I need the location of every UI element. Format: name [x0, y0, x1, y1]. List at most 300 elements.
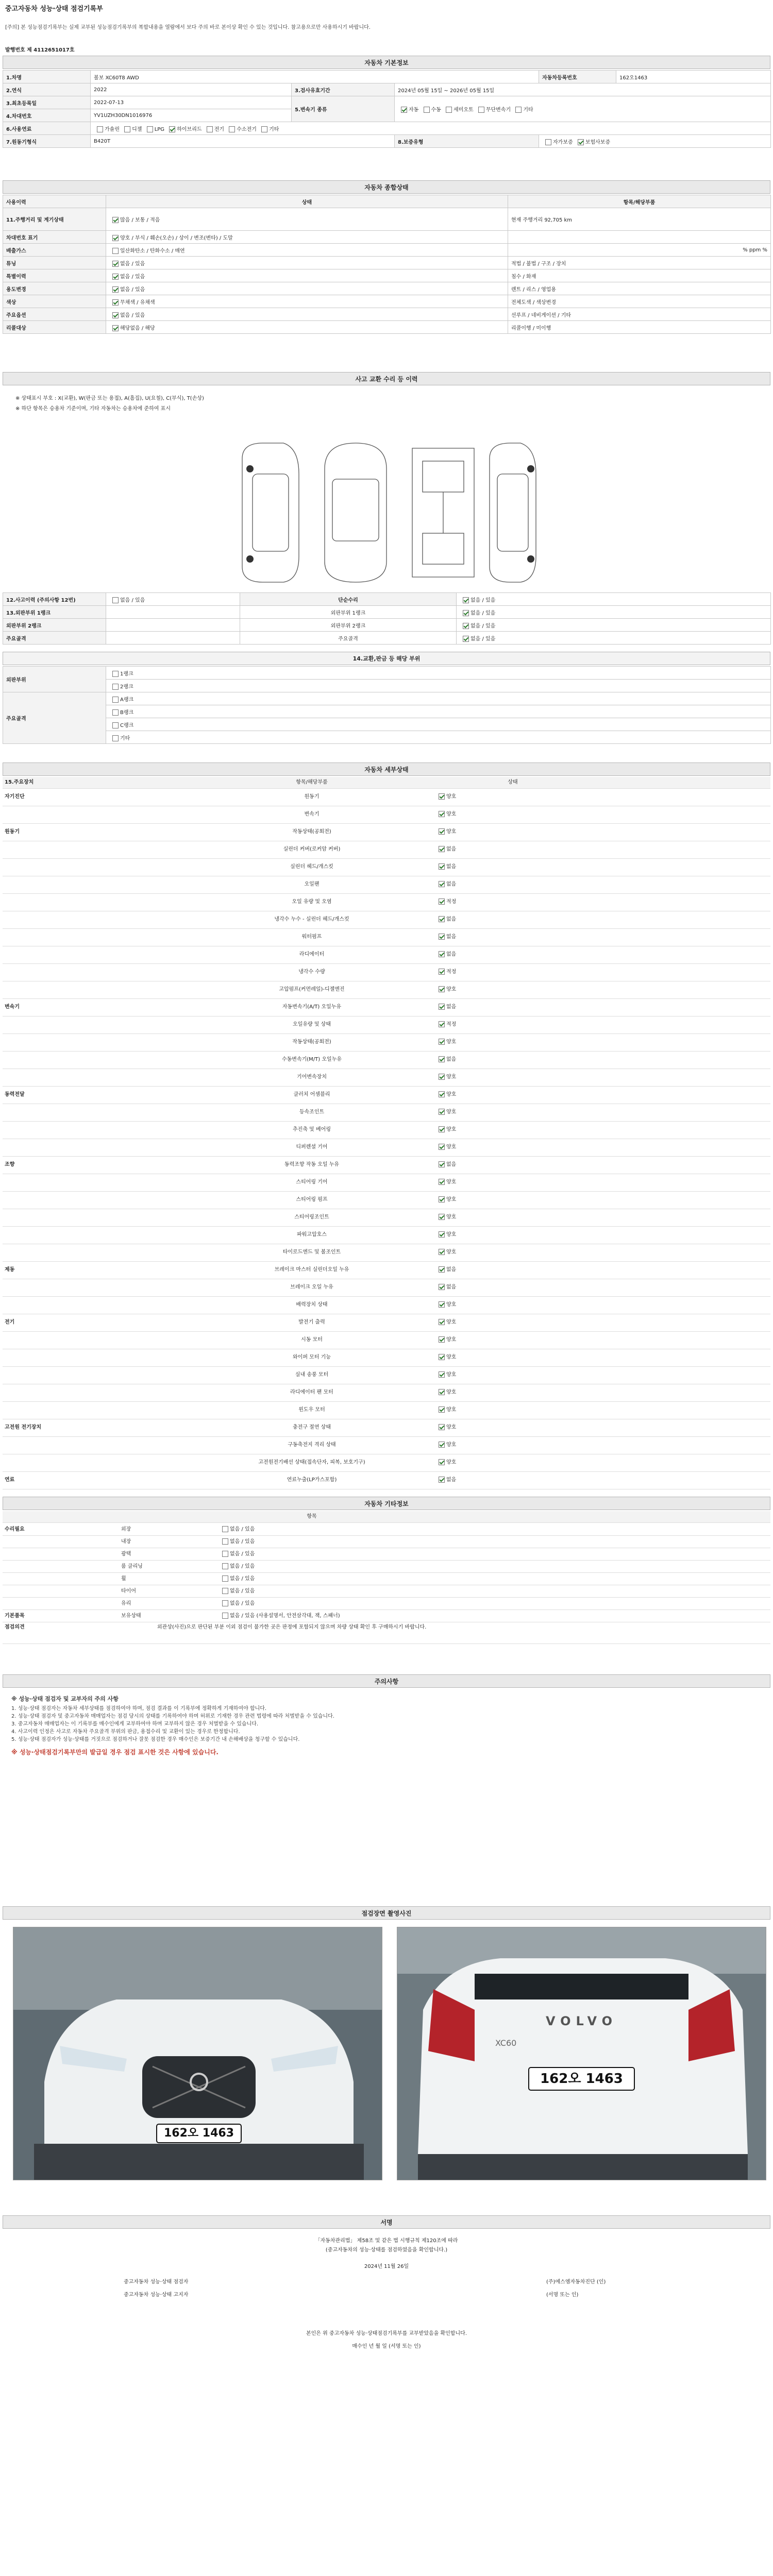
other-state-cell — [219, 1524, 631, 1535]
state-checkbox[interactable] — [112, 217, 119, 223]
detail-item: 라디에이터 — [299, 952, 325, 957]
detail-state: 양호 — [446, 1092, 457, 1097]
accident-note: ※ 하단 항목은 승용차 기준이며, 기타 자동차는 승용차에 준하여 표시 — [15, 406, 171, 412]
detail-state-checkbox[interactable] — [439, 1161, 445, 1167]
parts-outer-label: 외판부위 — [3, 667, 106, 692]
other-state-checkbox[interactable] — [222, 1613, 228, 1619]
detail-item: 냉각수 수량 — [298, 969, 325, 975]
detail-state-cell — [435, 981, 590, 998]
parts-cell: B랭크 — [106, 705, 771, 718]
parts-cell: 기타 — [106, 731, 771, 744]
detail-row — [3, 876, 770, 894]
detail-state-checkbox[interactable] — [439, 1319, 445, 1325]
car-top-roof — [332, 479, 379, 541]
overall-row-label: 색상 — [3, 295, 106, 308]
other-state-cell — [219, 1573, 631, 1585]
part-checkbox[interactable] — [112, 697, 119, 703]
label-guarantee: 8.보증유형 — [395, 135, 539, 148]
detail-state: 없음 — [446, 864, 457, 870]
sign-issuer-label: 중고자동차 성능·상태 고지자 — [124, 2292, 189, 2298]
detail-state-cell — [435, 1366, 590, 1384]
overall-row-state-text: 없음 / 있음 — [120, 261, 145, 267]
detail-item: 파워고압호스 — [297, 1232, 327, 1238]
overall-row-state — [106, 269, 508, 282]
detail-state-cell — [435, 1174, 590, 1191]
overall-row-state — [106, 244, 508, 257]
front-plate-text: 162오 1463 — [163, 2127, 234, 2140]
detail-state: 양호 — [446, 1407, 457, 1413]
detail-row — [3, 1016, 770, 1034]
overall-row-state-text: 양호 / 부식 / 훼손(오손) / 상이 / 변조(변타) / 도말 — [120, 235, 233, 241]
car-frame-front — [423, 461, 464, 492]
detail-group: 동력전달 — [5, 1092, 25, 1097]
detail-state: 양호 — [446, 987, 457, 992]
detail-row — [3, 1384, 770, 1402]
overall-header: 항목/해당부품 — [508, 195, 771, 208]
accident-row-state — [457, 619, 771, 632]
opinion-row — [3, 1623, 770, 1644]
other-row — [3, 1611, 770, 1622]
accident-checkbox[interactable] — [112, 597, 119, 603]
basic-info-table — [3, 70, 771, 148]
car-side-left-cabin — [253, 474, 289, 551]
detail-state-checkbox[interactable] — [439, 863, 445, 870]
detail-state: 없음 — [446, 882, 457, 887]
parts-cell: C랭크 — [106, 718, 771, 731]
other-row — [3, 1536, 770, 1548]
fuel-gasoline-checkbox[interactable] — [97, 126, 103, 132]
overall-row-state — [106, 231, 508, 244]
detail-item: 시동 모터 — [301, 1337, 323, 1343]
value-motor: B420T — [91, 135, 395, 148]
detail-state-cell — [435, 1226, 590, 1244]
state-checkbox[interactable] — [112, 286, 119, 293]
other-state: 없음 / 있음 (사용설명서, 안전삼각대, 잭, 스패너) — [230, 1613, 340, 1619]
detail-state: 양호 — [446, 1214, 457, 1220]
detail-item: 디퍼렌셜 기어 — [296, 1144, 328, 1150]
detail-state-cell — [435, 1209, 590, 1226]
detail-row — [3, 928, 770, 946]
detail-row — [3, 1209, 770, 1227]
part-checkbox[interactable] — [112, 709, 119, 716]
overall-row-state-text: 많음 / 보통 / 적음 — [120, 217, 160, 223]
fuel-opt: 기타 — [269, 126, 279, 132]
car-frame-rear — [423, 533, 464, 564]
detail-group: 원동기 — [5, 829, 20, 835]
overall-row-state-text: 없음 / 있음 — [120, 286, 145, 293]
overall-row-state — [106, 282, 508, 295]
value-vin: YV1UZH30DN1016976 — [91, 109, 292, 122]
other-row — [3, 1586, 770, 1598]
detail-state-checkbox[interactable] — [439, 881, 445, 887]
trans-manual-checkbox[interactable] — [424, 107, 430, 113]
detail-state: 양호 — [446, 1074, 457, 1080]
detail-state-cell — [435, 1033, 590, 1051]
detail-row — [3, 1226, 770, 1244]
detail-row — [3, 1349, 770, 1367]
detail-state-checkbox[interactable] — [439, 1231, 445, 1238]
detail-row — [3, 841, 770, 859]
detail-state: 양호 — [446, 1197, 457, 1202]
detail-row — [3, 963, 770, 981]
detail-item: 브레이크 마스터 실린더오일 누유 — [274, 1267, 349, 1273]
value-plate: 162오1463 — [616, 71, 771, 83]
part-checkbox[interactable] — [112, 722, 119, 728]
detail-state-checkbox[interactable] — [439, 969, 445, 975]
detail-item: 원동기 — [304, 794, 320, 800]
detail-state-checkbox[interactable] — [439, 811, 445, 817]
detail-state-checkbox[interactable] — [439, 1442, 445, 1448]
label-plate: 자동차등록번호 — [539, 71, 616, 83]
accident-legend: ※ 상태표시 부호 : X(교환), W(판금 또는 용접), A(흠집), U(요철), C(부식), T(손상) — [15, 396, 204, 401]
trans-semi-checkbox[interactable] — [446, 107, 452, 113]
state-checkbox[interactable] — [112, 248, 119, 254]
detail-row — [3, 1033, 770, 1052]
detail-state-checkbox[interactable] — [439, 1109, 445, 1115]
rear-model-text: XC60 — [495, 2038, 517, 2048]
detail-group: 변속기 — [5, 1004, 20, 1010]
part-checkbox[interactable] — [112, 684, 119, 690]
detail-item: 충전구 절연 상태 — [293, 1425, 331, 1430]
detail-row — [3, 1191, 770, 1209]
overall-row-state — [106, 321, 508, 334]
overall-row-detail: % ppm % — [508, 244, 771, 257]
detail-header: 상태 — [508, 779, 518, 785]
detail-state-cell — [435, 788, 590, 806]
detail-state-checkbox[interactable] — [439, 1389, 445, 1395]
sign-law: 「자동차관리법」 제58조 및 같은 법 시행규칙 제120조에 따라 — [315, 2238, 458, 2244]
state-checkbox[interactable] — [112, 312, 119, 318]
detail-state-checkbox[interactable] — [439, 1196, 445, 1202]
other-row — [3, 1561, 770, 1573]
state-checkbox[interactable] — [112, 235, 119, 241]
detail-row — [3, 1331, 770, 1349]
detail-row — [3, 1454, 770, 1472]
other-state-cell — [219, 1549, 631, 1560]
trans-cvt-checkbox[interactable] — [478, 107, 484, 113]
detail-state-cell — [435, 1419, 590, 1436]
other-state: 없음 / 있음 — [230, 1576, 255, 1582]
detail-state: 양호 — [446, 1109, 457, 1115]
label-car-name: 1.차명 — [3, 71, 91, 83]
detail-state-checkbox[interactable] — [439, 1056, 445, 1062]
detail-state: 양호 — [446, 794, 457, 800]
detail-row — [3, 858, 770, 876]
accident-table — [3, 592, 771, 645]
detail-state-cell — [435, 1051, 590, 1069]
detail-item: 스티어링조인트 — [294, 1214, 329, 1220]
trans-etc-checkbox[interactable] — [515, 107, 522, 113]
label-year: 2.연식 — [3, 83, 91, 96]
detail-row — [3, 1244, 770, 1262]
detail-state-checkbox[interactable] — [439, 899, 445, 905]
detail-group: 조향 — [5, 1162, 15, 1167]
other-state-checkbox[interactable] — [222, 1575, 228, 1582]
overall-row-detail: 전체도색 / 색상변경 — [508, 295, 771, 308]
accident-row-state-text: 없음 / 있음 — [470, 636, 496, 642]
label-fuel: 6.사용연료 — [3, 122, 91, 135]
overall-row-detail: 침수 / 화재 — [508, 269, 771, 282]
rear-badge-text: VOLVO — [545, 2014, 618, 2028]
detail-state-checkbox[interactable] — [439, 951, 445, 957]
section-other: 자동차 기타정보 — [3, 1497, 770, 1510]
detail-state-checkbox[interactable] — [439, 793, 445, 800]
other-item: 외장 — [121, 1527, 131, 1532]
detail-state-cell — [435, 946, 590, 963]
other-state-checkbox[interactable] — [222, 1600, 228, 1606]
parts-cell: A랭크 — [106, 692, 771, 705]
wheel-icon — [527, 465, 534, 472]
other-state-cell — [219, 1561, 631, 1572]
other-state: 없음 / 있음 — [230, 1551, 255, 1557]
detail-state: 없음 — [446, 917, 457, 922]
accident-checkbox[interactable] — [463, 610, 469, 616]
other-item: 광택 — [121, 1551, 131, 1557]
detail-row — [3, 893, 770, 911]
detail-row — [3, 1471, 770, 1489]
detail-item: 오일유량 및 상태 — [293, 1022, 331, 1027]
accident-row-state-text: 없음 / 있음 — [470, 623, 496, 629]
detail-state-checkbox[interactable] — [439, 1214, 445, 1220]
detail-item: 워터펌프 — [301, 934, 322, 940]
fuel-diesel-checkbox[interactable] — [124, 126, 130, 132]
fuel-hydrogen-checkbox[interactable] — [229, 126, 235, 132]
trans-opt: 수동 — [431, 107, 441, 113]
other-item: 보유상태 — [121, 1613, 141, 1619]
overall-row-state-text: 없음 / 있음 — [120, 312, 145, 318]
detail-state-checkbox[interactable] — [439, 1039, 445, 1045]
value-reg-date: 2022-07-13 — [91, 96, 292, 109]
detail-state-checkbox[interactable] — [439, 1126, 445, 1132]
section-notes: 주의사항 — [3, 1674, 770, 1688]
detail-group: 고전원 전기장치 — [5, 1425, 42, 1430]
other-state-checkbox[interactable] — [222, 1526, 228, 1532]
fuel-lpg-checkbox[interactable] — [147, 126, 153, 132]
detail-item: 고압펌프(커먼레일)-디젤엔진 — [279, 987, 345, 992]
detail-state-checkbox[interactable] — [439, 828, 445, 835]
other-item: 룸 클리닝 — [121, 1564, 143, 1569]
detail-state-cell — [435, 1471, 590, 1489]
detail-state: 양호 — [446, 811, 457, 817]
detail-item: 동력조향 작동 오일 누유 — [284, 1162, 340, 1167]
detail-header: 15.주요장치 — [5, 779, 34, 785]
state-checkbox[interactable] — [112, 299, 119, 306]
detail-state-cell — [435, 1156, 590, 1174]
detail-item: 스티어링 펌프 — [296, 1197, 328, 1202]
value-guarantee — [539, 135, 771, 148]
detail-item: 연료누출(LP가스포함) — [287, 1477, 337, 1483]
detail-state-checkbox[interactable] — [439, 1354, 445, 1360]
opinion-value: 외관상(사진)으로 판단된 부분 이외 점검이 불가한 곳은 판정에 포함되지 않으며 차량 상태 확인 후 구매하시기 바랍니다. — [157, 1624, 427, 1630]
detail-state: 양호 — [446, 1372, 457, 1378]
part-checkbox[interactable] — [112, 671, 119, 677]
overall-row-label: 주요옵션 — [3, 308, 106, 321]
guarantee-insurer-checkbox[interactable] — [578, 139, 584, 145]
rear-car-image — [397, 1927, 766, 2180]
detail-item: 작동상태(공회전) — [292, 829, 331, 835]
detail-state-cell — [435, 1331, 590, 1349]
detail-state-checkbox[interactable] — [439, 1021, 445, 1027]
state-checkbox[interactable] — [112, 274, 119, 280]
detail-state-cell — [435, 998, 590, 1016]
other-state-checkbox[interactable] — [222, 1588, 228, 1594]
other-state-cell — [219, 1598, 631, 1609]
detail-state-cell — [435, 1086, 590, 1104]
detail-state-checkbox[interactable] — [439, 1459, 445, 1465]
detail-item: 기어변속장치 — [297, 1074, 327, 1080]
detail-state-checkbox[interactable] — [439, 1424, 445, 1430]
trans-auto-checkbox[interactable] — [401, 107, 407, 113]
detail-state-checkbox[interactable] — [439, 1249, 445, 1255]
detail-state-cell — [435, 1454, 590, 1471]
section-parts: 14.교환,판금 등 해당 부위 — [3, 652, 770, 665]
accident-checkbox[interactable] — [463, 636, 469, 642]
accident-row-value — [106, 632, 240, 645]
detail-state-cell — [435, 1191, 590, 1209]
accident-row-sublabel: 외판부위 1랭크 — [240, 606, 457, 619]
state-checkbox[interactable] — [112, 325, 119, 331]
detail-item: 고전원전기배선 상태(접속단자, 피복, 보호기구) — [258, 1460, 365, 1465]
detail-state-checkbox[interactable] — [439, 1144, 445, 1150]
detail-state: 양호 — [446, 1425, 457, 1430]
detail-group: 제동 — [5, 1267, 15, 1273]
detail-row — [3, 946, 770, 964]
other-state-checkbox[interactable] — [222, 1551, 228, 1557]
wheel-icon — [527, 555, 534, 563]
overall-row-detail: 선루프 / 네비게이션 / 기타 — [508, 308, 771, 321]
value-fuel — [91, 122, 771, 135]
guarantee-self-checkbox[interactable] — [545, 139, 551, 145]
detail-item: 수동변속기(M/T) 오일누유 — [281, 1057, 342, 1062]
accident-row-state — [457, 632, 771, 645]
detail-state: 양호 — [446, 1232, 457, 1238]
detail-row — [3, 1401, 770, 1419]
state-checkbox[interactable] — [112, 261, 119, 267]
detail-state-checkbox[interactable] — [439, 916, 445, 922]
parts-cell: 2랭크 — [106, 680, 771, 692]
detail-state-cell — [435, 1069, 590, 1086]
other-state: 없음 / 있음 — [230, 1539, 255, 1545]
sign-checker-value: (주)에스엠자동차진단 (인) — [546, 2279, 606, 2285]
detail-state-checkbox[interactable] — [439, 1371, 445, 1378]
detail-state-cell — [435, 1349, 590, 1366]
detail-state: 없음 — [446, 1057, 457, 1062]
label-motor: 7.원동기형식 — [3, 135, 91, 148]
detail-item: 추진축 및 베어링 — [293, 1127, 331, 1132]
fuel-electric-checkbox[interactable] — [207, 126, 213, 132]
detail-item: 윈도우 모터 — [298, 1407, 325, 1413]
detail-row — [3, 1139, 770, 1157]
detail-row — [3, 1086, 770, 1104]
other-state-checkbox[interactable] — [222, 1563, 228, 1569]
sign-receiver: 본인은 위 중고자동차 성능·상태점검기록부를 교부받았음을 확인합니다. — [306, 2331, 467, 2336]
overall-row-label: 튜닝 — [3, 257, 106, 269]
parts-cell: 1랭크 — [106, 667, 771, 680]
other-row — [3, 1549, 770, 1561]
detail-row — [3, 1296, 770, 1314]
fuel-opt: 디젤 — [132, 126, 142, 132]
doc-number: 발행번호 제 4112651017호 — [5, 47, 75, 53]
note-item: 2. 성능·상태 점검자 및 중고자동차 매매업자는 점검 당시의 상태를 기록하여야 하며 허위로 기재한 경우 관련 법령에 따라 처벌받을 수 있습니다. — [11, 1714, 334, 1719]
detail-item: 구동축전지 격리 상태 — [288, 1442, 336, 1448]
detail-state-checkbox[interactable] — [439, 986, 445, 992]
detail-row — [3, 806, 770, 824]
fuel-etc-checkbox[interactable] — [261, 126, 267, 132]
accident-row-label: 13.외판부위 1랭크 — [3, 606, 106, 619]
detail-header: 항목/해당부품 — [296, 779, 328, 785]
detail-item: 실린더 커버(로커암 커버) — [283, 846, 341, 852]
accident-row-value — [106, 619, 240, 632]
guarantee-opt: 보험사보증 — [585, 139, 611, 145]
detail-state-cell — [435, 1296, 590, 1314]
detail-state: 양호 — [446, 1302, 457, 1308]
page-title: 중고자동차 성능·상태 점검기록부 — [5, 5, 103, 13]
detail-state-checkbox[interactable] — [439, 1074, 445, 1080]
other-group: 수리필요 — [5, 1527, 25, 1532]
trans-opt: 무단변속기 — [485, 107, 511, 113]
section-basic-info: 자동차 기본정보 — [3, 56, 770, 69]
overall-row-label: 배출가스 — [3, 244, 106, 257]
sign-receiver-line: 매수인 년 월 일 (서명 또는 인) — [352, 2344, 421, 2349]
detail-state: 양호 — [446, 829, 457, 835]
detail-state-checkbox[interactable] — [439, 1477, 445, 1483]
detail-group: 전기 — [5, 1319, 15, 1325]
detail-state-checkbox[interactable] — [439, 1266, 445, 1273]
detail-state-cell — [435, 1121, 590, 1139]
accident-checkbox[interactable] — [463, 597, 469, 603]
detail-state: 적정 — [446, 969, 457, 975]
overall-row-detail: 현재 주행거리 92,705 km — [508, 208, 771, 231]
other-item: 휠 — [121, 1576, 126, 1582]
detail-state: 없음 — [446, 1004, 457, 1010]
sign-date: 2024년 11월 26일 — [364, 2264, 409, 2269]
detail-state-checkbox[interactable] — [439, 934, 445, 940]
detail-state-cell — [435, 1384, 590, 1401]
overall-row-state — [106, 295, 508, 308]
accident-row-sublabel: 단순수리 — [240, 593, 457, 606]
detail-state-cell — [435, 893, 590, 911]
detail-row — [3, 1366, 770, 1384]
label-warranty: 3.검사유효기간 — [292, 83, 395, 96]
fuel-hybrid-checkbox[interactable] — [169, 126, 175, 132]
detail-item: 작동상태(공회전) — [292, 1039, 331, 1045]
other-state-checkbox[interactable] — [222, 1538, 228, 1545]
fuel-opt: 하이브리드 — [177, 126, 202, 132]
part-checkbox[interactable] — [112, 735, 119, 741]
detail-state-checkbox[interactable] — [439, 846, 445, 852]
detail-state: 적정 — [446, 1022, 457, 1027]
detail-state-checkbox[interactable] — [439, 1091, 445, 1097]
car-top-outline — [325, 443, 386, 582]
overall-row-label: 특별이력 — [3, 269, 106, 282]
detail-state-checkbox[interactable] — [439, 1301, 445, 1308]
detail-state-checkbox[interactable] — [439, 1004, 445, 1010]
overall-row-detail: 렌트 / 리스 / 영업용 — [508, 282, 771, 295]
detail-row — [3, 1156, 770, 1174]
detail-item: 오일 유량 및 오염 — [292, 899, 332, 905]
detail-state-checkbox[interactable] — [439, 1406, 445, 1413]
accident-checkbox[interactable] — [463, 623, 469, 629]
detail-state: 양호 — [446, 1039, 457, 1045]
detail-state-checkbox[interactable] — [439, 1284, 445, 1290]
detail-state-checkbox[interactable] — [439, 1336, 445, 1343]
detail-row — [3, 1104, 770, 1122]
detail-state-checkbox[interactable] — [439, 1179, 445, 1185]
accident-row-state-text: 없음 / 있음 — [470, 610, 496, 616]
other-state-cell — [219, 1586, 631, 1597]
detail-state: 없음 — [446, 1477, 457, 1483]
detail-group: 연료 — [5, 1477, 15, 1483]
